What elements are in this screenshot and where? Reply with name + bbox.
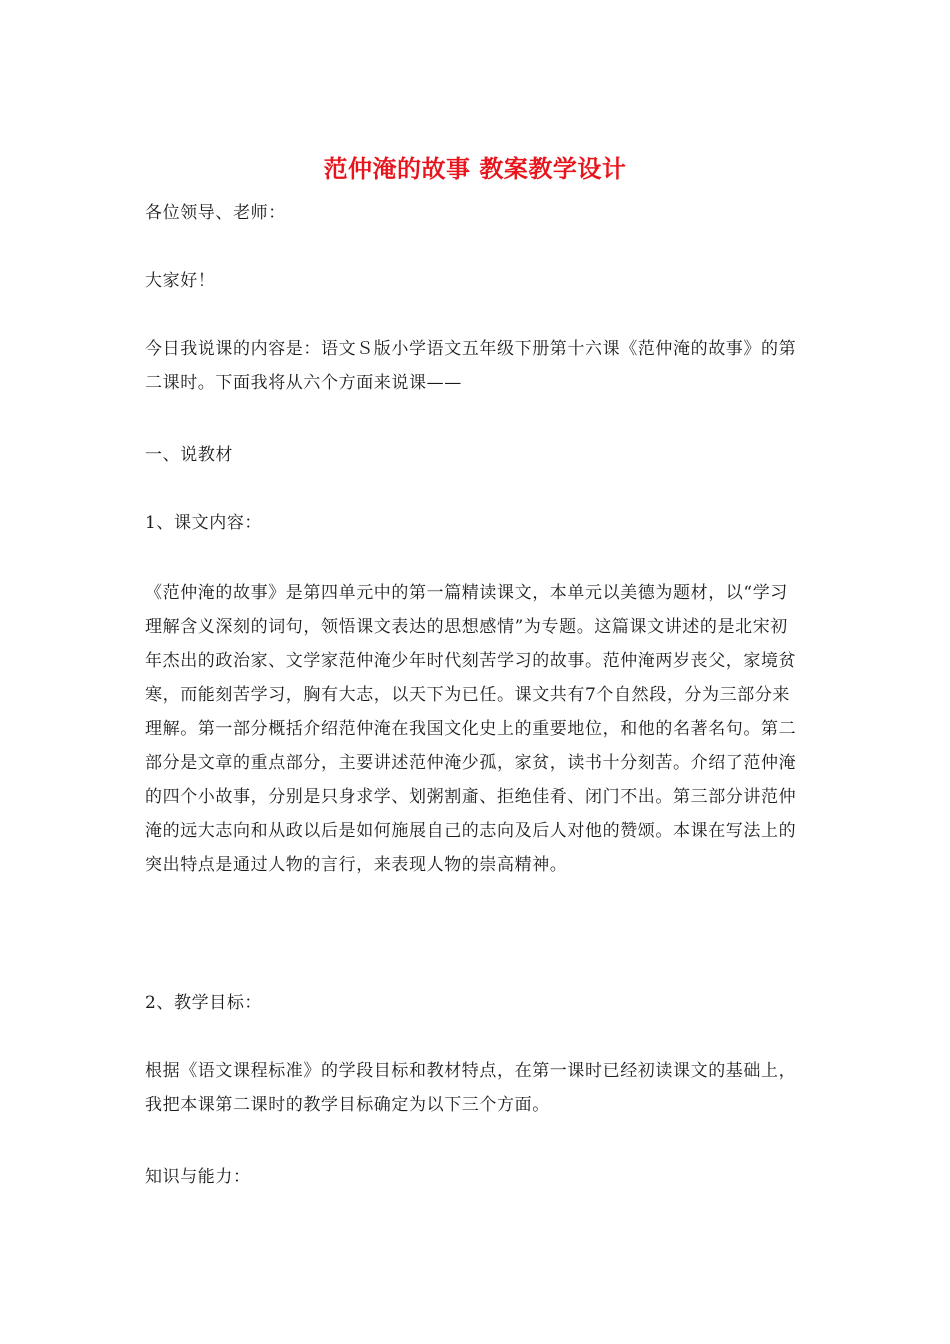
- content-paragraph: 《范仲淹的故事》是第四单元中的第一篇精读课文，本单元以美德为题材，以“学习理解含义深刻的词句，领悟课文表达的思想感情”为专题。这篇课文讲述的是北宋初年杰出的政治家、文学家范仲淹少年时代刻苦学习的故事。范仲淹两岁丧父，家境贫寒，而能刻苦学习，胸有大志，以天下为已任。课文共有7个自然段，分为三部分来理解。第一部分概括介绍范仲淹在我国文化史上的重要地位，和他的名著名句。第二部分是文章的重点部分，主要讲述范仲淹少孤，家贫，读书十分刻苦。介绍了范仲淹的四个小故事，分别是只身求学、划粥割齑、拒绝佳肴、闭门不出。第三部分讲范仲淹的远大志向和从政以后是如何施展自己的志向及后人对他的赞颂。本课在写法上的突出特点是通过人物的言行，来表现人物的崇高精神。: [145, 583, 797, 875]
- greeting-line: 各位领导、老师：: [145, 203, 286, 223]
- hello-line: 大家好！: [145, 271, 216, 291]
- intro-paragraph: 今日我说课的内容是：语文Ｓ版小学语文五年级下册第十六课《范仲淹的故事》的第二课时。下面我将从六个方面来说课——: [145, 339, 797, 393]
- subheading-content: 1、课文内容：: [145, 513, 263, 533]
- subheading-knowledge: 知识与能力：: [145, 1167, 251, 1187]
- document-title: 范仲淹的故事 教案教学设计: [323, 154, 627, 183]
- goals-paragraph: 根据《语文课程标准》的学段目标和教材特点，在第一课时已经初读课文的基础上，我把本课第二课时的教学目标确定为以下三个方面。: [145, 1061, 797, 1115]
- section-heading-textbook: 一、说教材: [145, 445, 233, 465]
- subheading-goals: 2、教学目标：: [145, 993, 263, 1013]
